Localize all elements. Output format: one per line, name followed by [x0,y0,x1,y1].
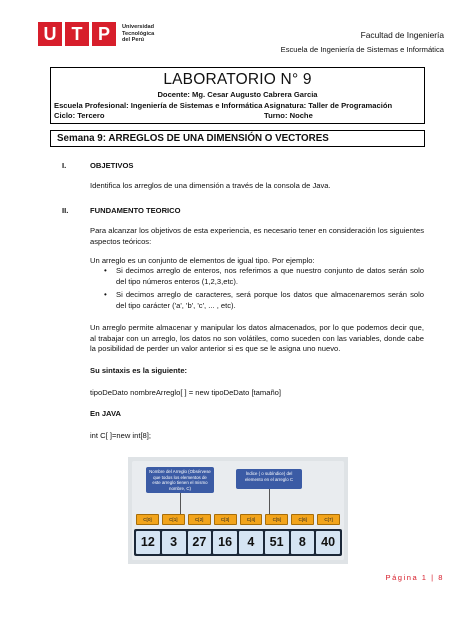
java-label: En JAVA [90,409,121,418]
section-1-title: OBJETIVOS [90,161,134,170]
array-value: 16 [213,531,237,554]
java-code: int C[ ]=new int[8]; [90,431,151,440]
index-row [136,514,340,525]
section-2-title: FUNDAMENTO TEORICO [90,206,181,215]
array-value: 4 [239,531,263,554]
bullet-dot: • [104,266,107,275]
index-callout: Índice ( o subíndice) del elemento en el arreglo C [236,469,302,489]
array-index: C[7] [317,514,340,525]
paragraph-intro: Para alcanzar los objetivos de esta experiencia, es necesario tener en consideración los siguientes aspectos teóricos: [90,226,424,246]
school-name: Escuela de Ingeniería de Sistemas e Informática [280,45,444,54]
logo-letter: P [92,22,116,46]
array-index: C[2] [188,514,211,525]
array-index: C[6] [291,514,314,525]
logo-letter: T [65,22,89,46]
faculty-name: Facultad de Ingeniería [360,30,444,40]
array-diagram-canvas [132,461,344,560]
paragraph-storage: Un arreglo permite almacenar y manipular los datos almacenados, por lo que podemos decir que, al trabajar con un arreglo, los datos no son volátiles, como suceden con las variables, donde cabe la posibilidad de perder un valor anterior si es que se le asigna uno nuevo. [90,323,424,353]
callout-pointer [269,489,270,514]
array-value: 12 [136,531,160,554]
ciclo: Ciclo: Tercero [54,111,105,120]
page-word: Página [385,573,419,582]
array-index: C[0] [136,514,159,525]
week-box [50,130,425,147]
page-number: 1 [421,573,428,582]
array-value: 3 [162,531,186,554]
callout-pointer [180,493,181,514]
array-index: C[3] [214,514,237,525]
array-value: 51 [265,531,289,554]
values-row [134,529,342,556]
bullet-dot: • [104,290,107,299]
array-diagram [128,457,348,564]
syntax-label: Su sintaxis es la siguiente: [90,366,188,375]
array-index: C[1] [162,514,185,525]
section-1-number: I. [62,161,67,170]
logo-university-name [122,24,154,43]
array-name-callout: Nombre del Arreglo (Obsérvese que todos los elementos de este arreglo tienen el mismo nombre, C) [146,467,214,493]
paragraph-definition: Un arreglo es un conjunto de elementos de igual tipo. Por ejemplo: [90,256,315,265]
logo-letter: U [38,22,62,46]
logo-letters [38,22,116,46]
page-separator: | [431,573,435,582]
bullet-characters: Si decimos arreglo de caracteres, será porque los datos que almacenaremos serán solo del tipo carácter ('a', 'b', 'c', ... , etc). [116,290,424,310]
docente: Docente: Mg. Cesar Augusto Cabrera Garcia [157,90,318,99]
bullet-integers: Si decimos arreglo de enteros, nos referimos a que nuestro conjunto de datos serán solo del tipo números enteros (1,2,3,etc). [116,266,424,286]
week-title: Semana 9: ARREGLOS DE UNA DIMENSIÓN O VECTORES [57,133,329,144]
array-index: C[5] [265,514,288,525]
utp-logo [38,22,154,46]
escuela-profesional: Escuela Profesional: Ingeniería de Sistemas e Informática [54,101,263,110]
array-index: C[4] [240,514,263,525]
page-footer [386,573,444,582]
syntax-code: tipoDeDato nombreArreglo[ ] = new tipoDeDato [tamaño] [90,388,282,397]
header-institution [281,30,444,54]
asignatura: Asignatura: Taller de Programación [264,101,393,110]
lab-title: LABORATORIO N° 9 [163,71,312,88]
lab-title-box [50,67,425,124]
array-value: 8 [291,531,315,554]
section-1-text: Identifica los arreglos de una dimensión a través de la consola de Java. [90,181,331,190]
section-2-number: II. [62,206,69,215]
logo-text-line: Tecnológica [122,30,155,37]
turno: Turno: Noche [264,111,313,120]
array-value: 27 [188,531,212,554]
total-pages: 8 [438,573,444,582]
logo-text-line: Universidad [122,24,155,31]
logo-text-line: del Perú [122,37,145,44]
array-value: 40 [316,531,340,554]
